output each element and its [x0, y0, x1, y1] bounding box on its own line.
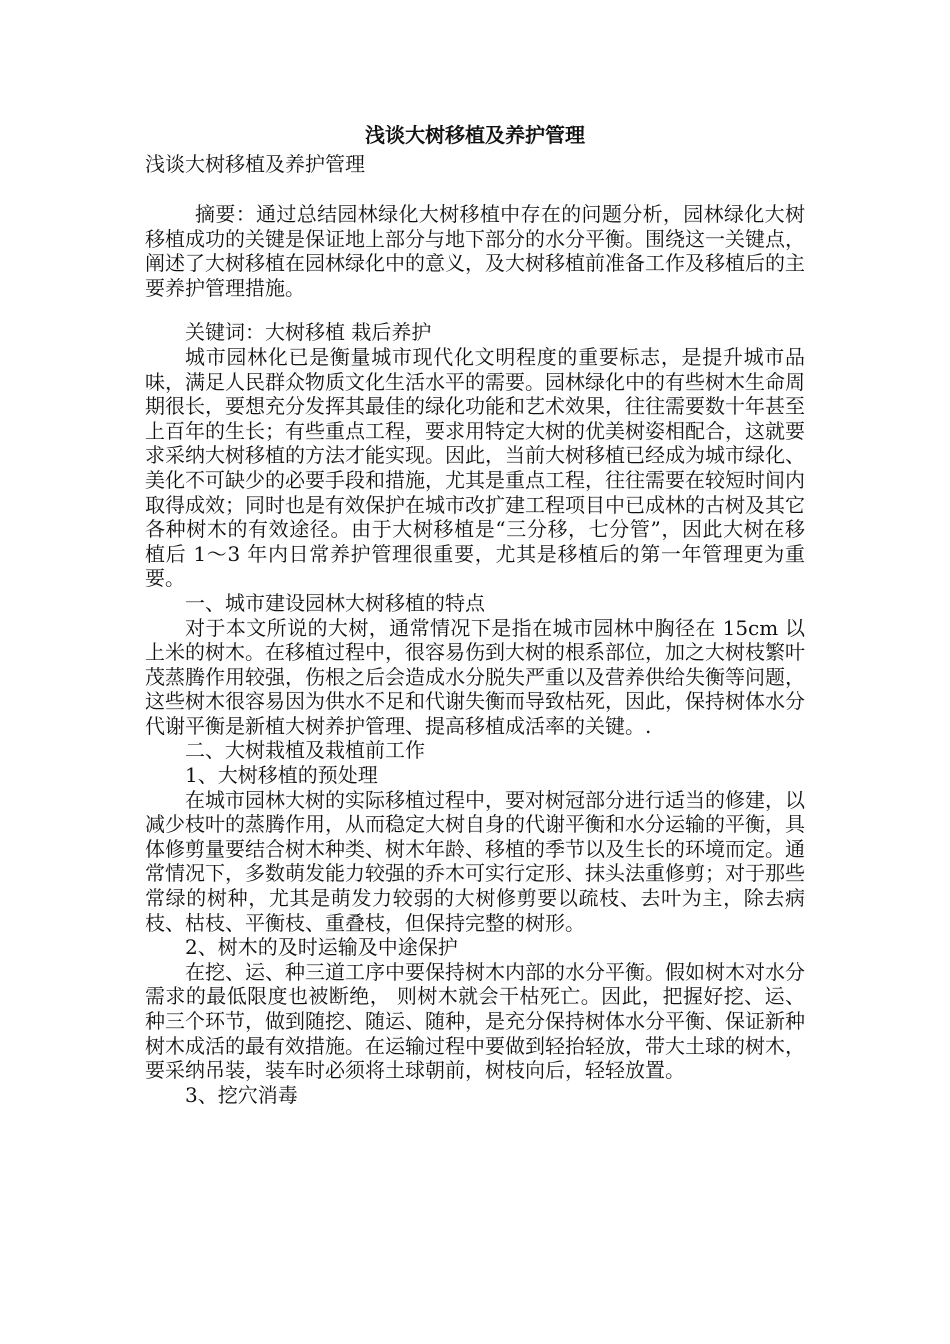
subsection-3-heading: 3、挖穴消毒 [185, 1082, 298, 1107]
subsection-2-paragraph: 在挖、运、种三道工序中要保持树木内部的水分平衡。假如树木对水分需求的最低限度也被断绝， 则树木就会干枯死亡。因此，把握好挖、运、种三个环节，做到随挖、随运、随种，是充分保持树体水分平衡、保证新种树木成活的最有效措施。在运输过程中要做到轻抬轻放，带大土球的树木，要采纳吊装，装车时必须将土球朝前，树枝向后，轻轻放置。 [145, 959, 805, 1083]
section-2-heading: 二、大树栽植及栽植前工作 [185, 738, 425, 763]
document-title: 浅谈大树移植及养护管理 [365, 123, 585, 147]
document-subtitle: 浅谈大树移植及养护管理 [145, 152, 365, 176]
document-page [145, 120, 805, 1107]
abstract-paragraph: 摘要：通过总结园林绿化大树移植中存在的问题分析，园林绿化大树移植成功的关键是保证地上部分与地下部分的水分平衡。围绕这一关键点，阐述了大树移植在园林绿化中的意义，及大树移植前准备工作及移植后的主要养护管理措施。 [145, 202, 805, 300]
subsection-1-heading: 1、大树移植的预处理 [185, 763, 378, 788]
intro-paragraph: 城市园林化已是衡量城市现代化文明程度的重要标志，是提升城市品味，满足人民群众物质文化生活水平的需要。园林绿化中的有些树木生命周期很长，要想充分发挥其最佳的绿化功能和艺术效果，往往需要数十年甚至上百年的生长；有些重点工程，要求用特定大树的优美树姿相配合，这就要求采纳大树移植的方法才能实现。因此，当前大树移植已经成为城市绿化、美化不可缺少的必要手段和措施，尤其是重点工程，往往需要在较短时间内取得成效；同时也是有效保护在城市改扩建工程项目中已成林的古树及其它各种树木的有效途径。由于大树移植是“三分移，七分管”，因此大树在移植后 1～3 年内日常养护管理很重要，尤其是移植后的第一年管理更为重要。 [145, 344, 805, 591]
subsection-1-paragraph: 在城市园林大树的实际移植过程中，要对树冠部分进行适当的修建，以减少枝叶的蒸腾作用，从而稳定大树自身的代谢平衡和水分运输的平衡，具体修剪量要结合树木种类、树木年龄、移植的季节以及生长的环境而定。通常情况下，多数萌发能力较强的乔木可实行定形、抹头法重修剪；对于那些常绿的树种，尤其是萌发力较弱的大树修剪要以疏枝、去叶为主，除去病枝、枯枝、平衡枝、重叠枝，但保持完整的树形。 [145, 787, 805, 935]
keywords-line: 关键词：大树移植 栽后养护 [185, 320, 432, 345]
section-1-heading: 一、城市建设园林大树移植的特点 [185, 590, 485, 615]
section-1-paragraph: 对于本文所说的大树，通常情况下是指在城市园林中胸径在 15cm 以上米的树木。在移植过程中，很容易伤到大树的根系部位，加之大树枝繁叶茂蒸腾作用较强，伤根之后会造成水分脱失严重以及营养供给失衡等问题，这些树木很容易因为供水不足和代谢失衡而导致枯死，因此，保持树体水分代谢平衡是新植大树养护管理、提高移植成活率的关键。. [145, 615, 805, 738]
subsection-2-heading: 2、树木的及时运输及中途保护 [185, 935, 458, 960]
